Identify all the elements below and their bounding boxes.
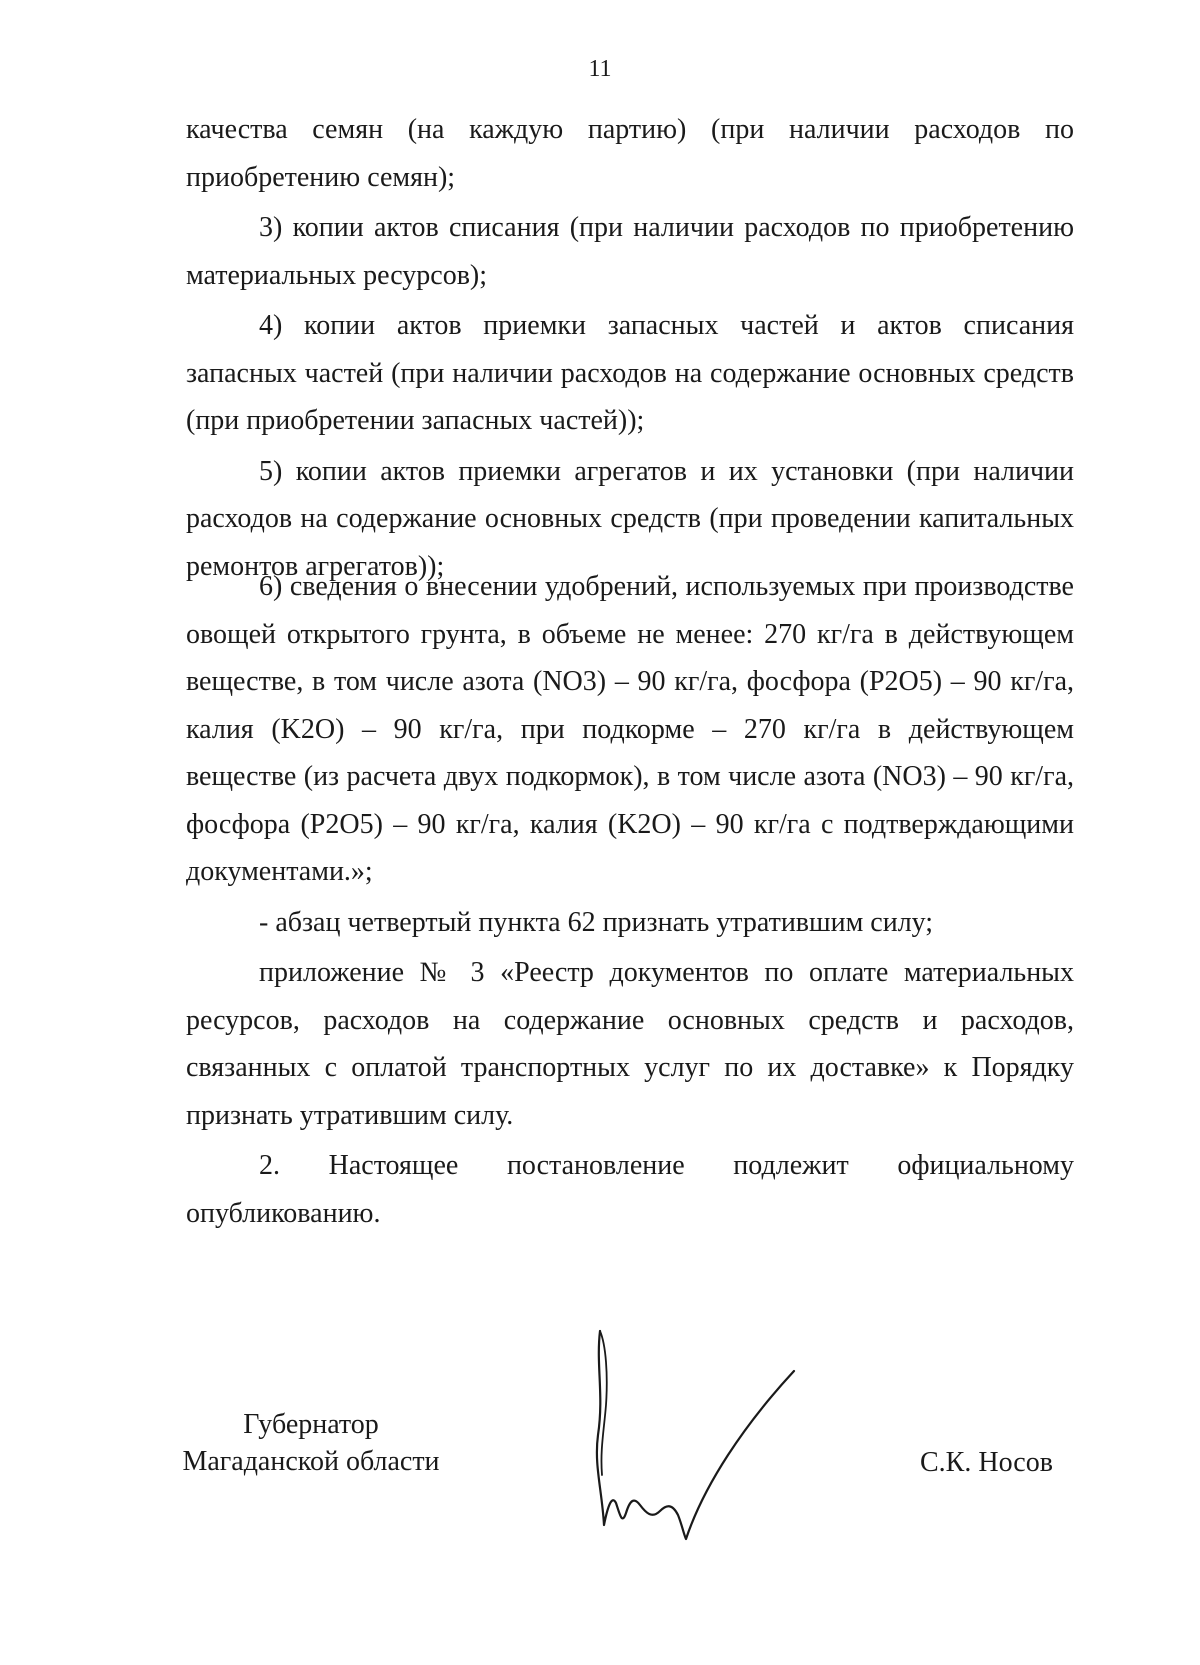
signatory-name: С.К. Носов [920,1447,1053,1478]
document-body-bottom [186,563,1074,1237]
paragraph-item-3: 3) копии актов списания (при наличии расходов по приобретению материальных ресурсов); [186,212,1074,291]
paragraph-item-5: 5) копии актов приемки агрегатов и их установки (при наличии расходов на содержание основных средств (при проведении капитальных ремонтов агрегатов)); [186,455,1074,582]
document-body-top [186,106,1074,590]
paragraph-item-6: 6) сведения о внесении удобрений, используемых при производстве овощей открытого грунта, в объеме не менее: 270 кг/га в действующем веществе, в том числе азота (NO3) – 90 кг/га, фосфора (P2O5) – 90 кг/га, калия (K2O) – 90 кг/га, при подкорме – 270 кг/га в действующем веществе (из расчета двух подкормок), в том числе азота (NO3) – 90 кг/га, фосфора (P2O5) – 90 кг/га, калия (K2O) – 90 кг/га с подтверждающими документами.»; [186,571,1074,887]
paragraph-publication: 2. Настоящее постановление подлежит официальному опубликованию. [186,1150,1074,1229]
paragraph-abzac: - абзац четвертый пункта 62 признать утратившим силу; [259,906,934,938]
paragraph-prilozhenie: приложение № 3 «Реестр документов по оплате материальных ресурсов, расходов на содержание основных средств и расходов, связанных с оплатой транспортных услуг по их доставке» к Порядку признать утратившим силу. [186,957,1074,1131]
signatory-region: Магаданской области [182,1446,440,1477]
signatory-position [176,1406,446,1480]
paragraph-item-4: 4) копии актов приемки запасных частей и актов списания запасных частей (при наличии расходов на содержание основных средств (при приобретении запасных частей)); [186,310,1074,436]
paragraph-continuation: качества семян (на каждую партию) (при наличии расходов по приобретению семян); [186,114,1074,193]
signatory-title: Губернатор [243,1409,379,1440]
page-number: 11 [588,56,612,82]
handwritten-signature [594,1325,844,1545]
